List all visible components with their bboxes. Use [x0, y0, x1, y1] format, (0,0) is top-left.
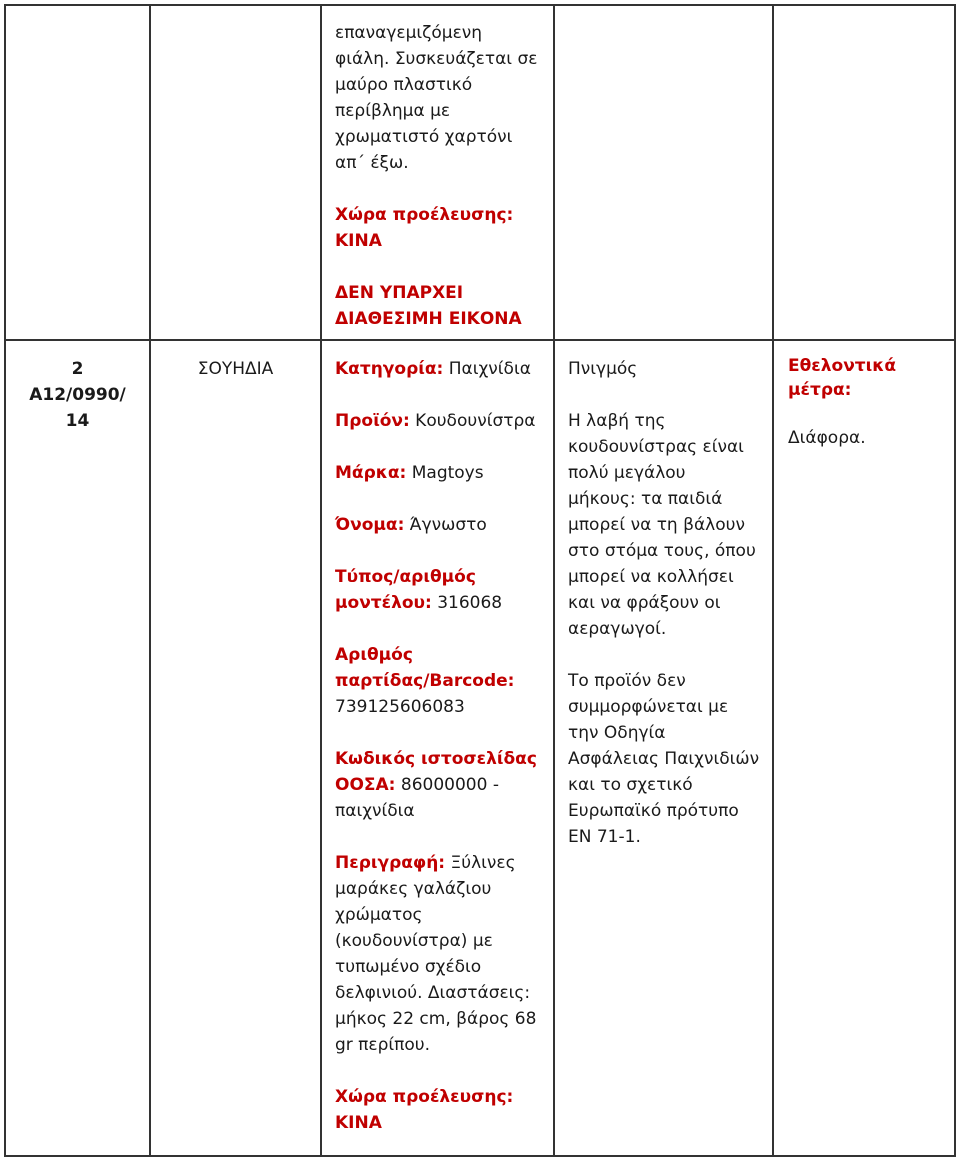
product-label: Προϊόν:: [335, 411, 410, 431]
description-label: Περιγραφή:: [335, 853, 446, 873]
description-line: επαναγεμιζόμενη: [335, 23, 483, 43]
category-label: Κατηγορία:: [335, 359, 444, 379]
oosa-value: 86000000 -: [400, 775, 499, 795]
description-line: gr περίπου.: [335, 1035, 431, 1055]
risk-line: κουδουνίστρας είναι: [568, 437, 744, 457]
table-left-border: [4, 4, 6, 1157]
reference-code: Α12/0990/: [29, 385, 126, 405]
name-value: Άγνωστο: [409, 515, 487, 535]
measures-value: Διάφορα.: [788, 428, 866, 448]
model-label: μοντέλου:: [335, 593, 432, 613]
risk-line: συμμορφώνεται με: [568, 697, 729, 717]
entry-number: 2: [71, 359, 84, 379]
category-line: [335, 356, 550, 382]
brand-value: Magtoys: [411, 463, 484, 483]
oosa-label: Κωδικός ιστοσελίδας: [335, 749, 537, 769]
reference-code: 14: [65, 411, 90, 431]
product-value: Κουδουνίστρα: [415, 411, 536, 431]
model-value: 316068: [437, 593, 503, 613]
risk-line: πολύ μεγάλου: [568, 463, 686, 483]
notifying-country: ΣΟΥΗΔΙΑ: [197, 359, 274, 379]
column-divider: [320, 4, 322, 1157]
description-line: περίβλημα με: [335, 101, 451, 121]
row2-product-cell: [335, 356, 550, 1136]
description-line: [335, 850, 550, 876]
risk-line: μπορεί να κολλήσει: [568, 567, 734, 587]
barcode-label: παρτίδας/Barcode:: [335, 671, 515, 691]
name-line: [335, 512, 550, 538]
table-right-border: [954, 4, 956, 1157]
origin-value: ΚΙΝΑ: [335, 1113, 382, 1133]
risk-line: Η λαβή της: [568, 411, 666, 431]
table-top-border: [4, 4, 955, 6]
risk-line: στο στόμα τους, όπου: [568, 541, 756, 561]
description-line: μαύρο πλαστικό: [335, 75, 473, 95]
name-label: Όνομα:: [335, 515, 405, 535]
oosa-line: [335, 772, 550, 798]
description-line: απ΄ έξω.: [335, 153, 409, 173]
risk-line: μπορεί να τη βάλουν: [568, 515, 745, 535]
row2-risk-cell: [568, 356, 768, 850]
risk-type: Πνιγμός: [568, 359, 638, 379]
table-bottom-border: [4, 1155, 956, 1157]
model-line: [335, 590, 550, 616]
risk-line: Ασφάλειας Παιχνιδιών: [568, 749, 760, 769]
row2-country-cell: [151, 356, 320, 382]
description-line: μαράκες γαλάζιου: [335, 879, 492, 899]
risk-line: Το προϊόν δεν: [568, 671, 686, 691]
column-divider: [772, 4, 774, 1157]
measures-label: Εθελοντικά: [788, 356, 897, 376]
description-line: φιάλη. Συσκευάζεται σε: [335, 49, 538, 69]
row1-product-cell: [335, 20, 550, 332]
model-label: Τύπος/αριθμός: [335, 567, 476, 587]
risk-line: αεραγωγοί.: [568, 619, 667, 639]
row-divider: [4, 339, 956, 341]
brand-line: [335, 460, 550, 486]
description-line: χρώματος: [335, 905, 423, 925]
no-image-notice: ΔΕΝ ΥΠΑΡΧΕΙ: [335, 283, 464, 303]
description-line: (κουδουνίστρα) με: [335, 931, 493, 951]
product-line: [335, 408, 550, 434]
risk-line: και να φράξουν οι: [568, 593, 721, 613]
risk-line: Ευρωπαϊκό πρότυπο: [568, 801, 739, 821]
origin-label: Χώρα προέλευσης:: [335, 205, 514, 225]
row2-ref-cell: [6, 356, 149, 434]
description-line: δελφινιού. Διαστάσεις:: [335, 983, 531, 1003]
risk-line: ΕΝ 71-1.: [568, 827, 641, 847]
brand-label: Μάρκα:: [335, 463, 407, 483]
no-image-notice: ΔΙΑΘΕΣΙΜΗ ΕΙΚΟΝΑ: [335, 309, 522, 329]
risk-line: την Οδηγία: [568, 723, 666, 743]
barcode-value: 739125606083: [335, 697, 465, 717]
barcode-label: Αριθμός: [335, 645, 413, 665]
row2-measures-cell: [788, 354, 952, 450]
category-value: Παιχνίδια: [448, 359, 531, 379]
risk-line: μήκους: τα παιδιά: [568, 489, 723, 509]
description-line: χρωματιστό χαρτόνι: [335, 127, 513, 147]
column-divider: [553, 4, 555, 1157]
description-line: τυπωμένο σχέδιο: [335, 957, 482, 977]
oosa-label: ΟΟΣΑ:: [335, 775, 396, 795]
risk-line: και το σχετικό: [568, 775, 693, 795]
measures-label: μέτρα:: [788, 380, 852, 400]
origin-value: ΚΙΝΑ: [335, 231, 382, 251]
column-divider: [149, 4, 151, 1157]
oosa-value: παιχνίδια: [335, 801, 415, 821]
origin-label: Χώρα προέλευσης:: [335, 1087, 514, 1107]
description-text: Ξύλινες: [450, 853, 516, 873]
description-line: μήκος 22 cm, βάρος 68: [335, 1009, 537, 1029]
